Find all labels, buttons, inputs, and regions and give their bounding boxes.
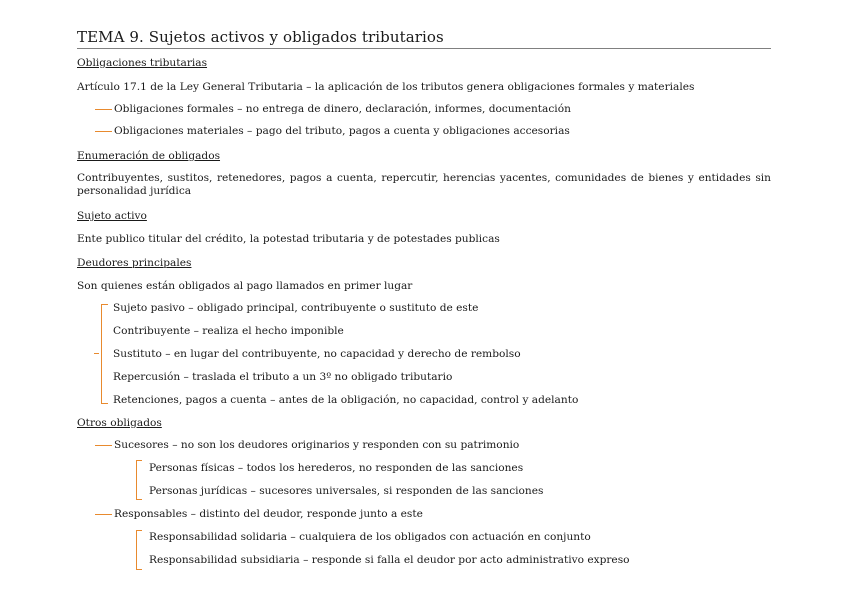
dash-marker [95,131,112,132]
deudores-intro: Son quienes están obligados al pago llamados en primer lugar [77,280,413,292]
sucesores-item-juridicas: Personas jurídicas – sucesores universales, si responden de las sanciones [149,485,544,497]
heading-deudores: Deudores principales [77,257,192,269]
deudores-item-sujeto-pasivo: Sujeto pasivo – obligado principal, contribuyente o sustituto de este [113,302,479,314]
dash-marker [95,514,112,515]
dash-marker [95,109,112,110]
dash-marker [95,445,112,446]
page-title: TEMA 9. Sujetos activos y obligados tributarios [77,28,444,46]
responsables-bracket [136,530,142,570]
sujeto-activo-text: Ente publico titular del crédito, la potestad tributaria y de potestades publicas [77,233,500,245]
heading-otros: Otros obligados [77,417,162,429]
deudores-item-repercusion: Repercusión – traslada el tributo a un 3º no obligado tributario [113,371,453,383]
obligaciones-item-materiales: Obligaciones materiales – pago del tributo, pagos a cuenta y obligaciones accesorias [114,125,570,137]
deudores-item-retenciones: Retenciones, pagos a cuenta – antes de la obligación, no capacidad, control y adelanto [113,394,579,406]
obligaciones-intro: Artículo 17.1 de la Ley General Tributaria – la aplicación de los tributos genera obligaciones formales y materiales [77,81,695,93]
deudores-bracket-tip [94,353,99,354]
heading-obligaciones: Obligaciones tributarias [77,57,208,69]
heading-sujeto-activo: Sujeto activo [77,210,147,222]
title-divider [77,48,771,49]
sucesores-item-fisicas: Personas físicas – todos los herederos, no responden de las sanciones [149,462,524,474]
responsables-item-subsidiaria: Responsabilidad subsidiaria – responde si falla el deudor por acto administrativo expreso [149,554,630,566]
otros-responsables-label: Responsables – distinto del deudor, responde junto a este [114,508,423,520]
deudores-item-sustituto: Sustituto – en lugar del contribuyente, no capacidad y derecho de rembolso [113,348,521,360]
heading-enumeracion: Enumeración de obligados [77,150,221,162]
enumeracion-text: Contribuyentes, sustitos, retenedores, pagos a cuenta, repercutir, herencias yacentes, comunidades de bienes y entidades sin personalidad jurídica [77,172,771,197]
deudores-bracket [101,304,108,404]
sucesores-bracket [136,460,142,500]
obligaciones-item-formales: Obligaciones formales – no entrega de dinero, declaración, informes, documentación [114,103,571,115]
deudores-item-contribuyente: Contribuyente – realiza el hecho imponible [113,325,344,337]
otros-sucesores-label: Sucesores – no son los deudores originarios y responden con su patrimonio [114,439,520,451]
responsables-item-solidaria: Responsabilidad solidaria – cualquiera de los obligados con actuación en conjunto [149,531,591,543]
